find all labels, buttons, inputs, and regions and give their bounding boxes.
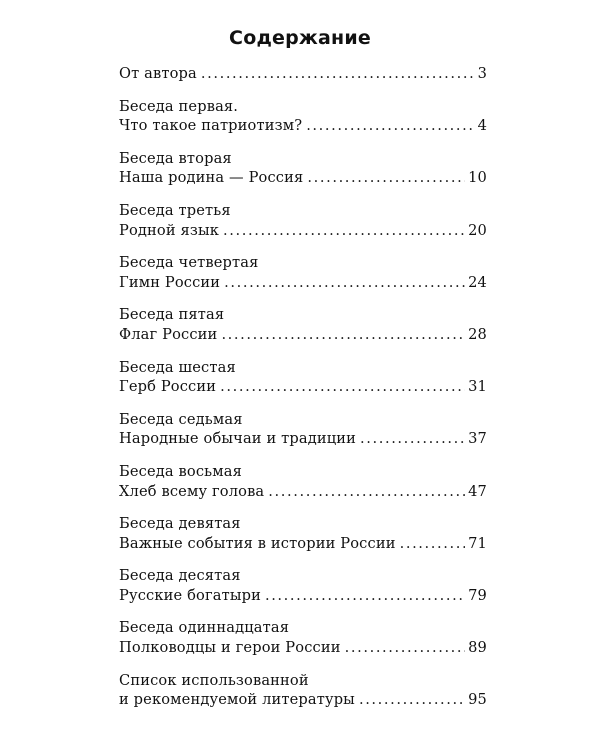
toc-entry-heading: Беседа первая.: [119, 97, 239, 115]
toc-entry-heading: Беседа восьмая: [119, 462, 242, 480]
toc-entry-heading: Беседа девятая: [119, 515, 241, 533]
toc-entry-heading: Беседа одиннадцатая: [119, 619, 290, 637]
leader-dots: [307, 168, 465, 188]
leader-dots: [360, 429, 465, 449]
toc-entry-conversation-5[interactable]: [119, 305, 487, 344]
toc-page-number: 24: [468, 273, 487, 291]
toc-entry-title: Флаг России: [119, 325, 218, 343]
toc-entry-title: Важные события в истории России: [119, 534, 396, 552]
toc-entry-title: Родной язык: [119, 221, 220, 239]
toc-page-number: 4: [477, 117, 487, 135]
table-of-contents: [119, 64, 487, 723]
leader-dots: [359, 690, 465, 710]
toc-entry-conversation-1[interactable]: [119, 97, 487, 136]
toc-entry-title: Русские богатыри: [119, 586, 261, 604]
toc-page-number: 3: [477, 65, 487, 82]
leader-dots: [306, 116, 474, 136]
toc-page-number: 10: [468, 169, 487, 187]
leader-dots: [223, 221, 465, 241]
leader-dots: [221, 325, 465, 345]
toc-entry-conversation-7[interactable]: [119, 410, 487, 449]
toc-entry-title: Наша родина — Россия: [119, 169, 304, 187]
toc-page-number: 31: [468, 378, 487, 396]
toc-entry-conversation-6[interactable]: [119, 358, 487, 397]
page-title: Содержание: [229, 27, 371, 49]
toc-entry-title: Герб России: [119, 378, 217, 396]
toc-entry-heading: Беседа седьмая: [119, 410, 243, 428]
toc-entry-conversation-8[interactable]: [119, 462, 487, 501]
toc-page-number: 79: [468, 586, 487, 604]
toc-entry-title: Народные обычаи и традиции: [119, 430, 356, 448]
toc-entry-title: Что такое патриотизм?: [119, 117, 303, 135]
toc-entry-conversation-11[interactable]: [119, 618, 487, 657]
toc-entry-bibliography[interactable]: [119, 671, 487, 710]
toc-entry-from-author[interactable]: [119, 64, 487, 84]
toc-entry-title: и рекомендуемой литературы: [119, 691, 355, 709]
toc-page-number: 28: [468, 325, 487, 343]
toc-entry-conversation-3[interactable]: [119, 201, 487, 240]
leader-dots: [345, 638, 466, 658]
toc-entry-conversation-4[interactable]: [119, 253, 487, 292]
toc-entry-title: Полководцы и герои России: [119, 639, 341, 657]
toc-entry-heading: Беседа шестая: [119, 358, 236, 376]
toc-entry-conversation-10[interactable]: [119, 566, 487, 605]
toc-page-number: 37: [468, 430, 487, 448]
toc-entry-heading: Беседа четвертая: [119, 254, 259, 272]
leader-dots: [220, 377, 465, 397]
toc-page-number: 20: [468, 221, 487, 239]
toc-entry-title: От автора: [119, 65, 197, 82]
toc-entry-heading: Беседа десятая: [119, 567, 241, 585]
leader-dots: [201, 64, 475, 84]
toc-entry-heading: Список использованной: [119, 671, 309, 689]
toc-page-number: 47: [468, 482, 487, 500]
toc-page-number: 89: [468, 639, 487, 657]
leader-dots: [400, 534, 466, 554]
leader-dots: [224, 273, 465, 293]
toc-entry-heading: Беседа вторая: [119, 149, 232, 167]
toc-entry-conversation-2[interactable]: [119, 149, 487, 188]
toc-entry-heading: Беседа пятая: [119, 306, 225, 324]
leader-dots: [265, 586, 465, 606]
toc-entry-heading: Беседа третья: [119, 201, 231, 219]
leader-dots: [268, 482, 465, 502]
toc-page-number: 71: [468, 534, 487, 552]
toc-entry-conversation-9[interactable]: [119, 514, 487, 553]
toc-entry-title: Хлеб всему голова: [119, 482, 265, 500]
toc-page-number: 95: [468, 691, 487, 709]
toc-entry-title: Гимн России: [119, 273, 221, 291]
